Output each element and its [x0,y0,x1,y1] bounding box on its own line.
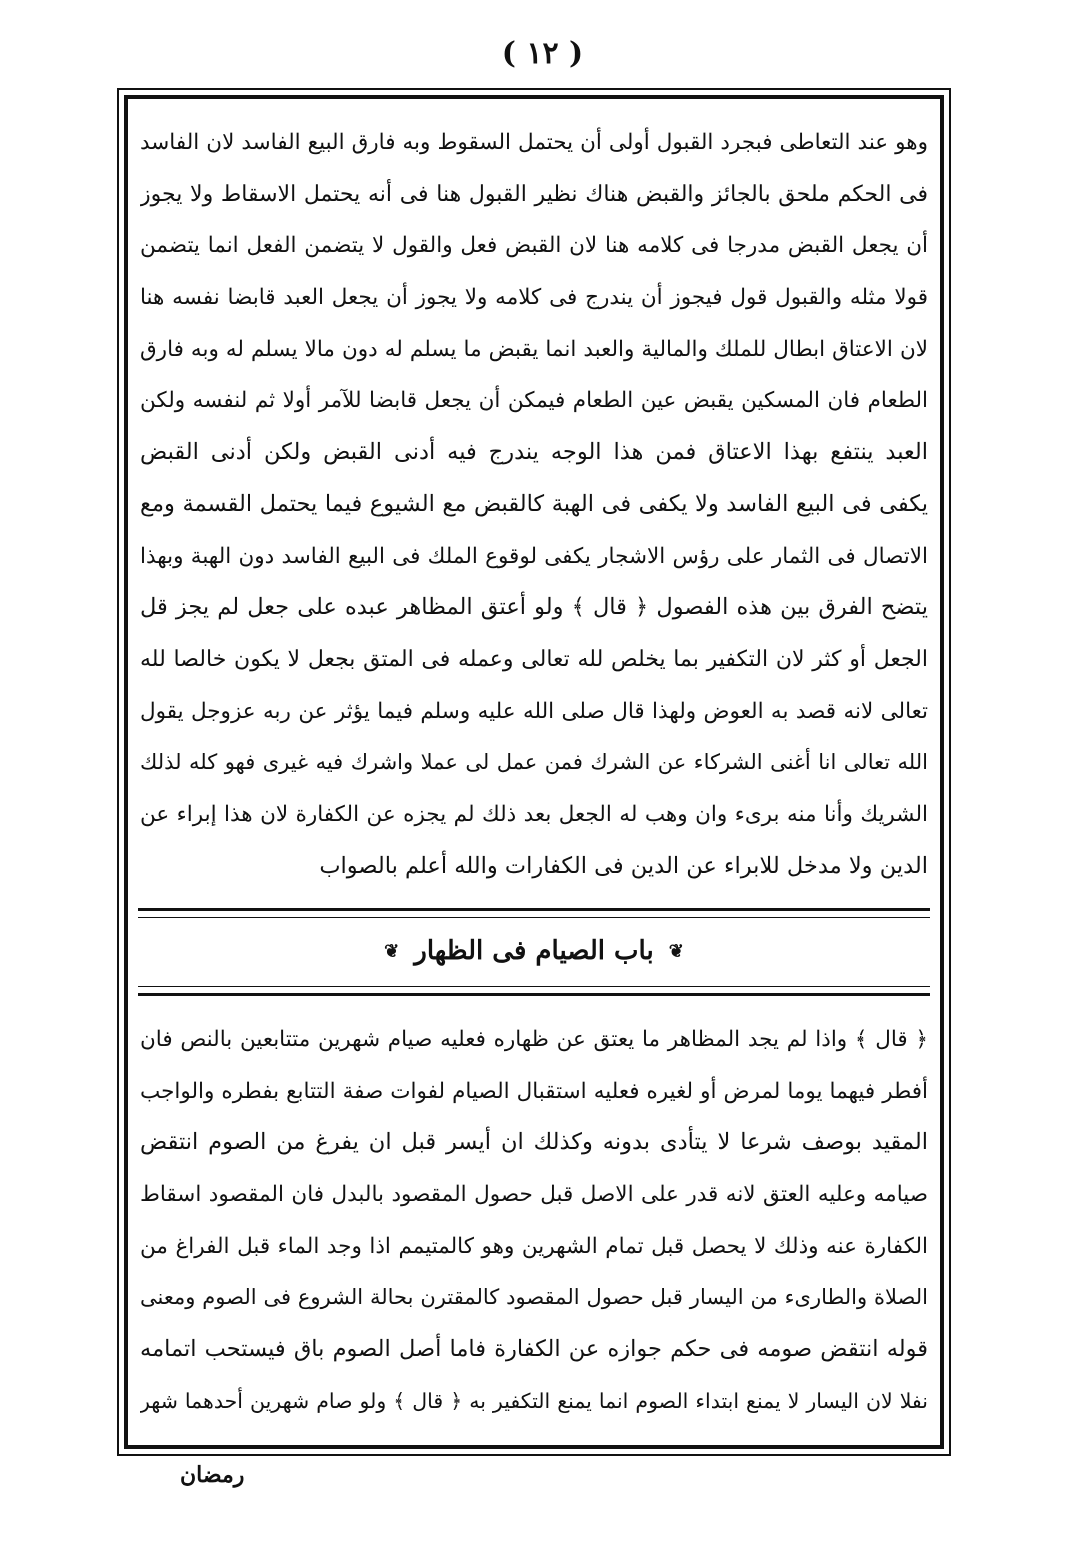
text-line: الجعل أو كثر لان التكفير بما يخلص لله تعالى وعمله فى المتق بجعل لا يكون خالصا لله [140,646,928,672]
text-line: الكفارة عنه وذلك لا يحصل قبل تمام الشهرين وهو كالمتيمم اذا وجد الماء قبل الفراغ من [140,1233,928,1259]
text-line: أفطر فيهما يوما لمرض أو لغيره فعليه استقبال الصيام لفوات صفة التتابع بفطره والواجب [140,1078,928,1104]
text-line: صيامه وعليه العتق لانه قدر على الاصل قبل حصول المقصود بالبدل فان المقصود اسقاط [140,1182,928,1208]
text-line: الله تعالى انا أغنى الشركاء عن الشرك فمن عمل لى عملا واشرك فيه غيرى فهو كله لذلك [140,750,928,775]
page-frame [117,88,951,1456]
rule-top [138,908,930,918]
text-line: ﴿ قال ﴾ واذا لم يجد المظاهر ما يعتق عن ظهاره فعليه صيام شهرين متتابعين بالنص فان [140,1027,928,1052]
text-line: يتضح الفرق بين هذه الفصول ﴿ قال ﴾ ولو أعتق المظاهر عبده على جعل لم يجز قل [140,594,928,621]
text-line: المقيد بوصف شرعا لا يتأدى بدونه وكذلك ان أيسر قبل ان يفرغ من الصوم انتقض [140,1129,928,1156]
page-number: ( ١٢ ) [501,36,584,71]
text-line: الشريك وأنا منه برىء وان وهب له الجعل بعد ذلك لم يجزه عن الكفارة لان هذا إبراء عن [140,801,928,827]
text-line: فى الحكم ملحق بالجائز والقبض هناك نظير القبول هنا فى أنه يحتمل الاسقاط ولا يجوز [140,181,928,207]
text-line: وهو عند التعاطى فبجرد القبول أولى أن يحتمل السقوط وبه فارق البيع الفاسد لان الفاسد [140,130,928,155]
text-line: الطعام فان المسكين يقبض عين الطعام فيمكن أن يجعل قابضا للآمر أولا ثم لنفسه ولكن [140,388,928,414]
chapter-body [140,1014,928,1428]
text-line: لان الاعتاق ابطال للملك والمالية والعبد انما يقبض ما يسلم له دون مالا يسلم له وبه فارق [140,336,928,362]
ornament-left-icon: ❦ [384,941,400,962]
rule-bottom [138,986,930,996]
text-line: أن يجعل القبض مدرجا فى كلامه هنا لان القبض فعل والقول لا يتضمن الفعل انما يتضمن [140,233,928,259]
page-frame-inner [124,95,944,1449]
text-line: يكفى فى البيع الفاسد ولا يكفى فى الهبة كالقبض مع الشيوع فيما يحتمل القسمة ومع [140,490,928,517]
paragraph-continuation [140,117,928,892]
text-line: الصلاة والطارىء من اليسار قبل حصول المقصود كالمقترن بحالة الشروع فى الصوم ومعنى [140,1285,928,1310]
chapter-heading [128,921,940,981]
text-line: الاتصال فى الثمار على رؤس الاشجار يكفى لوقوع الملك فى البيع الفاسد دون الهبة وبهذا [140,543,928,569]
ornament-right-icon: ❦ [668,941,684,962]
text-line: قولا مثله والقبول قول فيجوز أن يندرج فى كلامه ولا يجوز أن يجعل العبد قابضا نفسه هنا [140,285,928,311]
text-line: العبد ينتفع بهذا الاعتاق فمن هذا الوجه يندرج فيه أدنى القبض ولكن أدنى القبض [140,439,928,466]
catchword: رمضان [180,1462,245,1488]
text-line: تعالى لانه قصد به العوض ولهذا قال صلى الله عليه وسلم فيما يؤثر عن ربه عزوجل يقول [140,698,928,724]
chapter-title: باب الصيام فى الظهار [414,936,654,966]
text-line: نفلا لان اليسار لا يمنع ابتداء الصوم انما يمنع التكفير به ﴿ قال ﴾ ولو صام شهرين أحدهما شهر [140,1388,928,1413]
text-line: الدين ولا مدخل للابراء عن الدين فى الكفارات والله أعلم بالصواب [319,852,928,879]
text-line: قوله انتقض صومه فى حكم جوازه عن الكفارة فاما أصل الصوم باق فيستحب اتمامه [140,1336,928,1363]
